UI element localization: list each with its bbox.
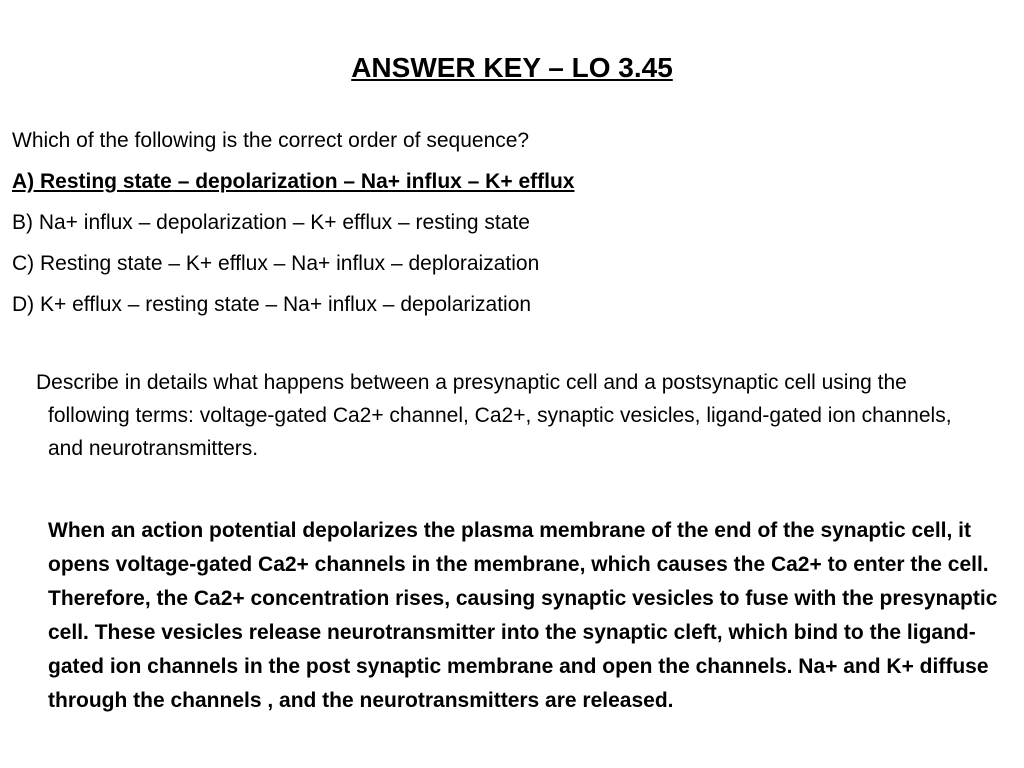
question-prompt: Which of the following is the correct order of sequence? [12,129,530,152]
essay-prompt: Describe in details what happens between a presynaptic cell and a postsynaptic cell using the following terms: voltage-gated Ca2+ channel, Ca2+, synaptic vesicles, ligand-gated ion channels, and neurotransmitters. [36,371,952,460]
multiple-choice-question [12,120,1012,325]
option-a-correct-answer: A) Resting state – depolarization – Na+ influx – K+ efflux [12,170,575,193]
option-b: B) Na+ influx – depolarization – K+ efflux – resting state [12,211,530,234]
option-d: D) K+ efflux – resting state – Na+ influx – depolarization [12,293,532,316]
page-title: ANSWER KEY – LO 3.45 [351,52,673,83]
essay-answer: When an action potential depolarizes the plasma membrane of the end of the synaptic cell, it opens voltage-gated Ca2+ channels in the membrane, which causes the Ca2+ to enter the cell. Therefore, the Ca2+ concentration rises, causing synaptic vesicles to fuse with the presynaptic cell. These vesicles release neurotransmitter into the synaptic cleft, which bind to the ligand-gated ion channels in the post synaptic membrane and open the channels. Na+ and K+ diffuse through the channels , and the neurotransmitters are released. [48,519,998,712]
option-c: C) Resting state – K+ efflux – Na+ influx – deploraization [12,252,540,275]
